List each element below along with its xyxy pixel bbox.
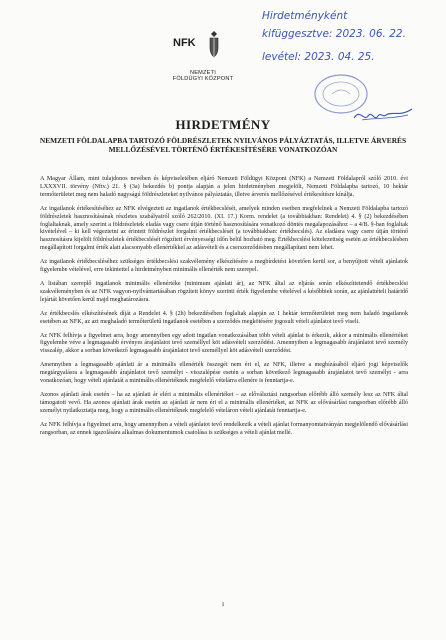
body-paragraph: Az NFK felhívja a figyelmet arra, hogy amennyiben a vételi ajánlatot tevő rendelkezik a vételi ajánlat formanyomtatványán megjelölendő elővásárlási rangsorban, az ennek igazolására alkalmas dokumentumok csatolása is szükséges a vételi ajánlat mellé. [40,421,408,436]
handwritten-note-3: levétel: 2023. 04. 25. [262,51,375,63]
logo-line1: NEMZETI [190,70,216,76]
body-paragraph: Amennyiben a legmagasabb ajánlati ár a minimális ellenérték összegét nem éri el, az NFK, illetve a megbízásából eljáró jogi képviselők megtárgyalásra a legmagasabb árajánlatot tevő személyt - visszalépése esetén a sorban következő legmagasabb árajánlatot tevő személyt - arra vonatkozóan, hogy vételi ajánlatát a minimális ellenértéknek megfelelő vételárra ellenére is fenntartja-e. [40,362,408,385]
logo-line2: FÖLDÜGYI KÖZPONT [172,76,234,83]
body-paragraph: Az értékbecslés elkészítésének díját a Rendelet 4. § (2h) bekezdésében foglaltak alapján az 1 hektár termőterületet meg nem haladó ingatlanok esetében az NFK, az azt meghaladó termőterületű ingatlanok esetében a szerződés megkötésére jogosult vételi ajánlatot tevő viseli. [40,310,408,325]
document-body [40,176,408,443]
body-paragraph: Az NFK felhívja a figyelmet arra, hogy amennyiben egy adott ingatlan vonatkozásában több vételi ajánlat is érkezik, akkor a minimális ellenértéket figyelembe véve a legmagasabb érvényes árajánlatot tevő személlyel köt adásvételi szerződést. Amennyiben a legmagasabb árajánlatot tevő személy visszalép, akkor a sorban következő legmagasabb árajánlatot tevő személlyel köt adásvételi szerződést. [40,332,408,355]
body-paragraph: Az ingatlanok értékesítéséhez az NFK elvégezteti az ingatlanok értékbecslését, amelyek minden esetben megfelelnek a Nemzeti Földalapba tartozó földrészletek hasznosításának részletes szabályairól szóló 262/2010. (XI. 17.) Korm. rendelet (a továbbiakban: Rendelet) 4. § (2) bekezdésében foglaltaknak, amely szerint a földrészletek eladás vagy csere útján történő hasznosítására vonatkozó döntés megalapozásához – a 4/B. §-ban foglaltak kivételével – ki kell végeztetni az érintett földrészlet forgalmi értékbecslését (a továbbiakban: értékbecslés). Az eladásra vagy csere útján történő hasznosításra kijelölt földrészletek értékbecslését rögzített érvényességi időn belül hozható meg. Értékbecslési kötelezettség esetén az értékbecslésben megállapított forgalmi érték alatt alacsonyabb ellenértékkel az adásvételi és a cserszerződésben megállapítani nem lehet. [40,205,408,252]
body-paragraph: A Magyar Állam, mint tulajdonos nevében és képviseletében eljáró Nemzeti Földügyi Központ (NFK) a Nemzeti Földalapról szóló 2010. évi LXXXVII. törvény (Nftv.) 21. § (3a) bekezdés b) pontja alapján a jelen hirdetményben megjelölt, Nemzeti Földalapba tartozó, 10 hektár termőterületet meg nem haladó nagyságú földrészleteket nyilvános pályáztatás, illetve árverés mellőzésével értékesítésre kínálja. [40,176,408,198]
logo-initials: NFK [173,37,196,49]
body-paragraph: Az ingatlanok értékbecsléséhez szükséges értékbecslési szakvélemény elkészítésére a megbírdetést követően kerül sor, a benyújtott vételi ajánlatok figyelembe vételével, erre tekintettel a hirdetményben minimális ellenérték nem szerepel. [40,259,408,274]
document-subtitle: NEMZETI FÖLDALAPBA TARTOZÓ FÖLDRÉSZLETEK NYILVÁNOS PÁLYÁZTATÁS, ILLETVE ÁRVERÉS MELLŐZÉSÉVEL TÖRTÉNŐ ÉRTÉKESÍTÉSÉRE VONATKOZÓAN [39,136,407,155]
page-number: 1 [221,602,225,608]
handwritten-note-2: kifüggesztve: 2023. 06. 22. [262,28,406,40]
coat-of-arms-icon [181,30,225,70]
body-paragraph: Azonos ajánlati árak esetén – ha az ajánlati ár eléri a minimális ellenértéket – az előválsztási rangsorban előrébb álló személy lesz az NFK által támogatott vevő. Ha azonos ajánlati árak esetén az ajánlati ár nem éri el a minimális ellenértéket, az NFK az elővásárlási rangsorban előrébb álló személyt nyilatkoztatja meg, hogy a minimális ellenértéknek megfelelő vételáron vételi ajánlatát fenntartja-e. [40,391,408,414]
document-title: HIRDETMÉNY [175,117,271,132]
nfk-logo [171,30,235,83]
body-paragraph: A listában szereplő ingatlanok minimális ellenértéke (minimum ajánlati ár), az NFK által az eljárás során elkészíttetendő értékbecslési szakvéleményben és az NFK vagyon-nyilvántartásában rögzített könyv szerinti érték figyelembe vételével a későbbiek során, az ajánlattételi határidő lejártát követően kerül majd meghatározásra. [40,280,408,303]
handwritten-note-1: Hirdetményként [262,10,348,22]
